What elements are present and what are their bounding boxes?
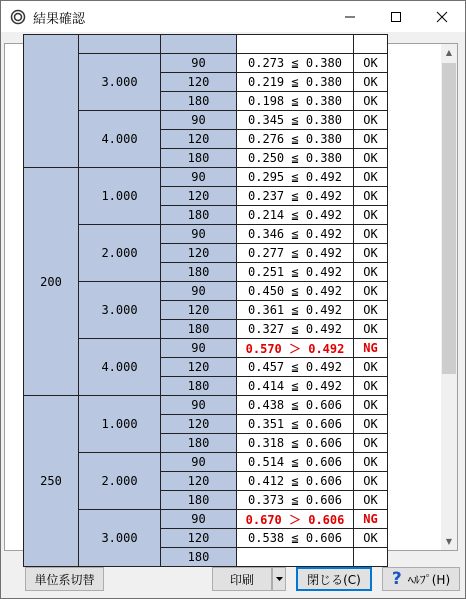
angle-cell: 180	[161, 491, 237, 510]
judge-cell: OK	[354, 130, 388, 149]
width-cell	[24, 35, 79, 168]
width-cell: 250	[24, 396, 79, 567]
dropdown-arrow-icon	[276, 577, 283, 581]
angle-cell: 180	[161, 92, 237, 111]
table-row	[24, 111, 388, 130]
angle-cell: 180	[161, 206, 237, 225]
judge-cell: OK	[354, 73, 388, 92]
judge-cell	[354, 548, 388, 567]
check-value-cell: 0.412 ≦ 0.606	[237, 472, 354, 491]
check-value-cell: 0.219 ≦ 0.380	[237, 73, 354, 92]
results-table	[23, 34, 388, 567]
judge-cell: OK	[354, 491, 388, 510]
results-panel	[4, 43, 458, 564]
judge-cell: OK	[354, 206, 388, 225]
judge-cell: OK	[354, 301, 388, 320]
table-row	[24, 282, 388, 301]
thickness-cell: 2.000	[79, 225, 161, 282]
table-row	[24, 453, 388, 472]
check-value-cell: 0.414 ≦ 0.492	[237, 377, 354, 396]
window-title: 結果確認	[33, 12, 86, 27]
thickness-cell	[79, 35, 161, 54]
thickness-cell: 1.000	[79, 168, 161, 225]
angle-cell: 120	[161, 244, 237, 263]
check-value-cell: 0.273 ≦ 0.380	[237, 54, 354, 73]
results-grid[interactable]	[5, 44, 441, 564]
scroll-down-arrow-icon[interactable]: ▼	[445, 537, 453, 546]
close-window-button[interactable]	[419, 1, 465, 32]
judge-cell: OK	[354, 149, 388, 168]
thickness-cell: 1.000	[79, 396, 161, 453]
angle-cell: 90	[161, 111, 237, 130]
table-row	[24, 510, 388, 529]
check-value-cell: 0.373 ≦ 0.606	[237, 491, 354, 510]
table-row	[24, 35, 388, 54]
check-value-cell: 0.670 ＞ 0.606	[237, 510, 354, 529]
judge-cell: OK	[354, 92, 388, 111]
check-value-cell: 0.438 ≦ 0.606	[237, 396, 354, 415]
angle-cell: 180	[161, 263, 237, 282]
angle-cell: 120	[161, 73, 237, 92]
check-value-cell: 0.251 ≦ 0.492	[237, 263, 354, 282]
judge-cell: OK	[354, 358, 388, 377]
judge-cell: OK	[354, 187, 388, 206]
angle-cell: 180	[161, 149, 237, 168]
judge-cell: NG	[354, 339, 388, 358]
angle-cell: 180	[161, 377, 237, 396]
judge-cell: OK	[354, 263, 388, 282]
angle-cell: 180	[161, 434, 237, 453]
angle-cell: 90	[161, 168, 237, 187]
table-row	[24, 54, 388, 73]
thickness-cell: 3.000	[79, 510, 161, 567]
judge-cell: OK	[354, 529, 388, 548]
angle-cell: 120	[161, 472, 237, 491]
check-value-cell: 0.237 ≦ 0.492	[237, 187, 354, 206]
judge-cell: OK	[354, 225, 388, 244]
thickness-cell: 3.000	[79, 282, 161, 339]
title-bar[interactable]	[1, 1, 465, 32]
check-value-cell: 0.351 ≦ 0.606	[237, 415, 354, 434]
angle-cell: 120	[161, 358, 237, 377]
judge-cell: OK	[354, 320, 388, 339]
check-value-cell	[237, 35, 354, 54]
judge-cell: OK	[354, 396, 388, 415]
thickness-cell: 2.000	[79, 453, 161, 510]
print-label: 印刷	[229, 572, 254, 587]
unit-switch-button[interactable]	[25, 567, 104, 591]
maximize-button[interactable]	[373, 1, 419, 32]
check-value-cell: 0.450 ≦ 0.492	[237, 282, 354, 301]
scroll-thumb[interactable]	[442, 63, 456, 374]
angle-cell	[161, 35, 237, 54]
check-value-cell: 0.295 ≦ 0.492	[237, 168, 354, 187]
angle-cell: 90	[161, 54, 237, 73]
check-value-cell: 0.318 ≦ 0.606	[237, 434, 354, 453]
angle-cell: 90	[161, 339, 237, 358]
width-cell: 200	[24, 168, 79, 396]
judge-cell: OK	[354, 282, 388, 301]
check-value-cell: 0.250 ≦ 0.380	[237, 149, 354, 168]
check-value-cell: 0.276 ≦ 0.380	[237, 130, 354, 149]
judge-cell: OK	[354, 415, 388, 434]
thickness-cell: 3.000	[79, 54, 161, 111]
check-value-cell: 0.361 ≦ 0.492	[237, 301, 354, 320]
angle-cell: 120	[161, 130, 237, 149]
judge-cell: OK	[354, 434, 388, 453]
table-row	[24, 225, 388, 244]
angle-cell: 120	[161, 187, 237, 206]
check-value-cell: 0.214 ≦ 0.492	[237, 206, 354, 225]
print-dropdown-button[interactable]	[272, 567, 286, 591]
judge-cell	[354, 35, 388, 54]
unit-switch-label: 単位系切替	[34, 572, 95, 587]
check-value-cell: 0.457 ≦ 0.492	[237, 358, 354, 377]
close-label: 閉じる(C)	[307, 572, 361, 587]
check-value-cell: 0.514 ≦ 0.606	[237, 453, 354, 472]
judge-cell: OK	[354, 168, 388, 187]
check-value-cell: 0.570 ＞ 0.492	[237, 339, 354, 358]
table-row	[24, 396, 388, 415]
angle-cell: 120	[161, 415, 237, 434]
thickness-cell: 4.000	[79, 339, 161, 396]
angle-cell: 90	[161, 396, 237, 415]
check-value-cell: 0.538 ≦ 0.606	[237, 529, 354, 548]
angle-cell: 180	[161, 320, 237, 339]
angle-cell: 120	[161, 301, 237, 320]
help-button[interactable]	[382, 567, 460, 591]
thickness-cell: 4.000	[79, 111, 161, 168]
check-value-cell	[237, 548, 354, 567]
table-row	[24, 339, 388, 358]
vertical-scrollbar[interactable]	[441, 44, 457, 550]
close-icon	[436, 11, 448, 23]
close-button[interactable]	[296, 567, 372, 591]
angle-cell: 180	[161, 548, 237, 567]
check-value-cell: 0.345 ≦ 0.380	[237, 111, 354, 130]
angle-cell: 90	[161, 225, 237, 244]
check-value-cell: 0.277 ≦ 0.492	[237, 244, 354, 263]
angle-cell: 90	[161, 510, 237, 529]
check-value-cell: 0.346 ≦ 0.492	[237, 225, 354, 244]
scroll-up-arrow-icon[interactable]: ▲	[445, 48, 453, 57]
minimize-button[interactable]	[327, 1, 373, 32]
judge-cell: OK	[354, 453, 388, 472]
help-label: ﾍﾙﾌﾟ(H)	[407, 572, 451, 587]
judge-cell: OK	[354, 377, 388, 396]
judge-cell: OK	[354, 111, 388, 130]
table-row	[24, 168, 388, 187]
judge-cell: OK	[354, 244, 388, 263]
angle-cell: 90	[161, 453, 237, 472]
angle-cell: 120	[161, 529, 237, 548]
check-value-cell: 0.327 ≦ 0.492	[237, 320, 354, 339]
help-icon: ?	[391, 568, 402, 589]
minimize-icon	[344, 11, 356, 23]
judge-cell: OK	[354, 54, 388, 73]
print-button[interactable]	[212, 567, 272, 591]
judge-cell: NG	[354, 510, 388, 529]
check-value-cell: 0.198 ≦ 0.380	[237, 92, 354, 111]
maximize-icon	[390, 11, 402, 23]
app-icon	[10, 9, 26, 25]
judge-cell: OK	[354, 472, 388, 491]
angle-cell: 90	[161, 282, 237, 301]
